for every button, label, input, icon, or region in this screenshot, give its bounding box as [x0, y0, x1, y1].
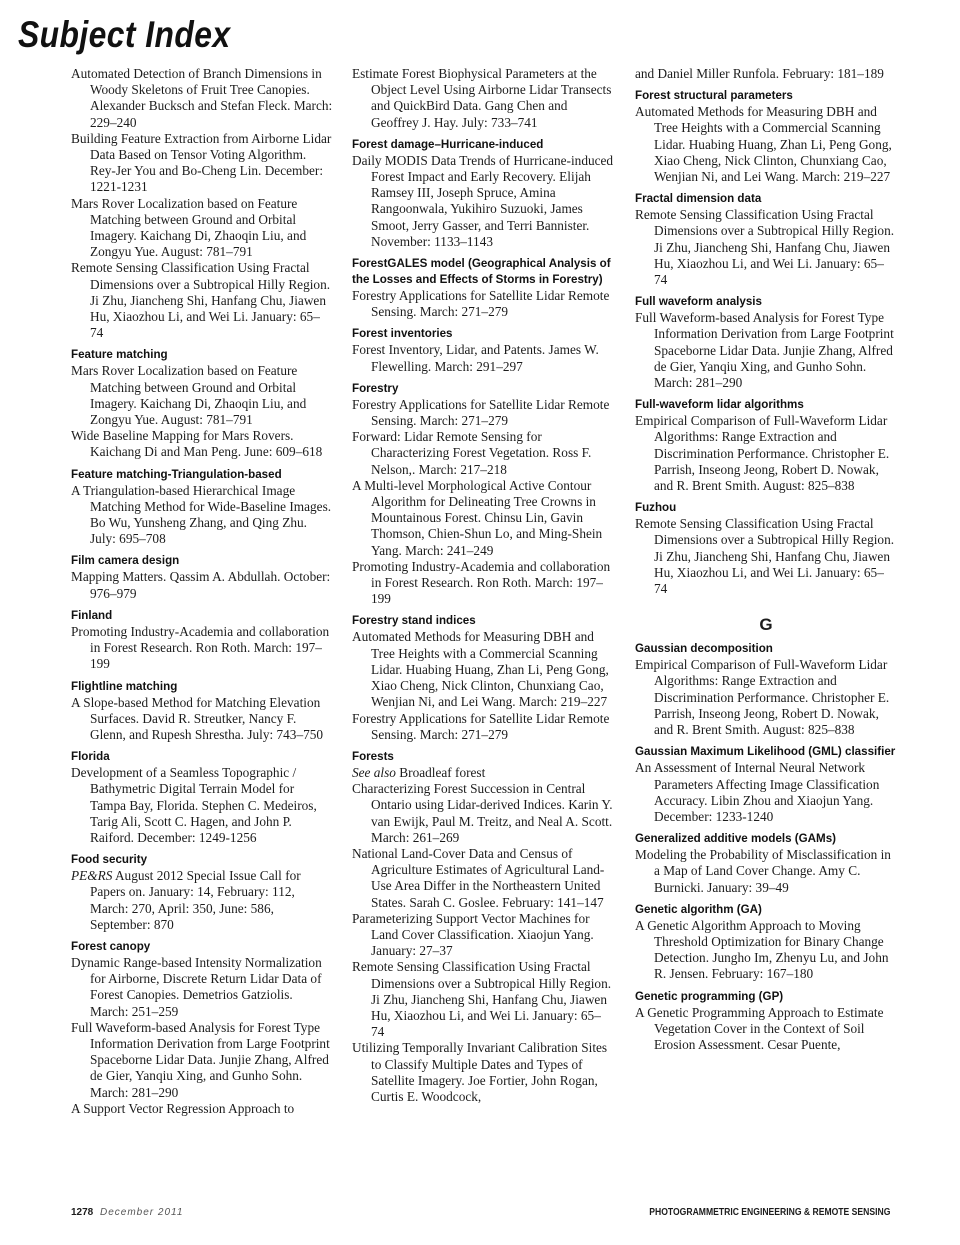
index-entry: Parameterizing Support Vector Machines for Land Cover Classification. Xiaojun Yang. January: 27–37: [352, 910, 594, 959]
index-column-2: [352, 66, 614, 1201]
index-entry: Promoting Industry-Academia and collaboration in Forest Research. Ron Roth. March: 197–199: [71, 623, 330, 672]
index-entry: Mapping Matters. Qassim A. Abdullah. October: 976–979: [71, 569, 331, 601]
index-heading: Generalized additive models (GAMs): [635, 832, 837, 846]
footer-journal-name: PHOTOGRAMMETRIC ENGINEERING & REMOTE SENSING: [648, 1207, 890, 1218]
index-entry: Characterizing Forest Succession in Central Ontario using Lidar-derived Indices. Karin Y. van Ewijk, Paul M. Treitz, and Neal A. Scott. March: 261–269: [352, 781, 613, 845]
index-heading: Forest inventories: [352, 327, 453, 341]
index-column-3: [635, 66, 897, 1201]
index-entry: Forestry Applications for Satellite Lidar Remote Sensing. March: 271–279: [352, 710, 610, 742]
index-entry: Full Waveform-based Analysis for Forest Type Information Derivation from Large Footprint Spaceborne Lidar Data. Junjie Zhang, Alfred de Gier, Yanqiu Xing, and Gunho Sohn. March: 281–290: [71, 1019, 330, 1100]
footer-page-number: 1278: [71, 1207, 94, 1218]
index-heading: Finland: [71, 608, 113, 622]
index-entry: Forest Inventory, Lidar, and Patents. James W. Flewelling. March: 291–297: [352, 342, 599, 374]
index-entry: Building Feature Extraction from Airborne Lidar Data Based on Tensor Voting Algorithm. Rey-Jer You and Bo-Cheng Lin. December: 1221-1231: [71, 130, 332, 195]
index-heading: Fuzhou: [635, 501, 677, 515]
index-entry: Automated Methods for Measuring DBH and Tree Heights with a Commercial Scanning Lidar. Huabing Huang, Zhan Li, Peng Gong, Xiao Cheng, Nick Clinton, Chunxiang Cao, Wenjian Ni, and Lei Wang. March: 219–227: [635, 104, 892, 185]
index-entry-text: August 2012 Special Issue Call for Papers on. January: 14, February: 112, March: 270, April: 350, June: 586, September: 870: [90, 868, 301, 932]
index-heading: Forest canopy: [71, 939, 151, 953]
index-heading: Forestry: [352, 381, 399, 395]
index-heading: Food security: [71, 853, 148, 867]
index-heading: Forest damage–Hurricane-induced: [352, 137, 544, 151]
index-heading: Gaussian decomposition: [635, 642, 773, 656]
index-entry: A Support Vector Regression Approach to: [71, 1100, 295, 1116]
index-heading: Forests: [352, 749, 394, 763]
index-entry: A Slope-based Method for Matching Elevation Surfaces. David R. Streutker, Nancy F. Glenn, and Rupesh Shrestha. July: 743–750: [71, 694, 324, 742]
index-heading: ForestGALES model (Geographical Analysis of the Losses and Effects of Storms in Forestry): [352, 257, 611, 287]
index-entry: Forestry Applications for Satellite Lidar Remote Sensing. March: 271–279: [352, 288, 610, 320]
index-entry: [352, 765, 614, 781]
index-entry: A Multi-level Morphological Active Contour Algorithm for Delineating Tree Crowns in Mountainous Forest. Chinsu Lin, Gavin Thomson, Chien-Shun Lo, and Ming-Shein Yang. March: 241–249: [352, 477, 603, 558]
index-heading: Film camera design: [71, 554, 180, 568]
index-entry: Empirical Comparison of Full-Waveform Lidar Algorithms: Range Extraction and Discrimination Performance. Christopher E. Parrish, Inseong Jeong, Robert D. Nowak, and R. Brent Smith. August: 825–838: [635, 413, 890, 494]
index-entry: Wide Baseline Mapping for Mars Rovers. Kaichang Di and Man Peng. June: 609–618: [71, 428, 323, 460]
index-heading: Gaussian Maximum Likelihood (GML) classifier: [635, 745, 896, 759]
index-heading: Forestry stand indices: [352, 614, 476, 628]
index-entry: Daily MODIS Data Trends of Hurricane-induced Forest Impact and Early Recovery. Elijah Ramsey III, Joseph Spruce, Amina Rangoonwala, Yukihiro Suzuoki, James Smoot, Jerry Gasser, and Terri Bannister. November: 1133–1143: [352, 152, 614, 249]
index-entry: Modeling the Probability of Misclassification in a Map of Land Cover Change. Amy C. Burnicki. January: 39–49: [635, 847, 891, 895]
index-entry: Development of a Seamless Topographic / Bathymetric Digital Terrain Model for Tampa Bay, Florida. Stephen C. Medeiros, Tarig Ali, Scott C. Hagen, and John P. Raiford. December: 1249-1256: [71, 765, 317, 845]
index-entry: Mars Rover Localization based on Feature Matching between Ground and Orbital Imagery. Kaichang Di, Zhaoqin Liu, and Zongyu Yue. August: 781–791: [71, 363, 307, 428]
index-entry: Promoting Industry-Academia and collaboration in Forest Research. Ron Roth. March: 197–199: [352, 558, 611, 607]
index-entry: Mars Rover Localization based on Feature Matching between Ground and Orbital Imagery. Kaichang Di, Zhaoqin Liu, and Zongyu Yue. August: 781–791: [71, 195, 307, 260]
index-entry: A Genetic Algorithm Approach to Moving Threshold Optimization for Binary Change Detection. Jungho Im, Zhenyu Lu, and John R. Jensen. February: 167–180: [635, 917, 889, 982]
index-entry: Automated Detection of Branch Dimensions in Woody Skeletons of Fruit Tree Canopies. Alexander Bucksch and Stefan Fleck. March: 229–240: [71, 66, 333, 130]
index-entry: Remote Sensing Classification Using Fractal Dimensions over a Subtropical Hilly Region. Ji Zhu, Jiancheng Shi, Hanfang Chu, Jiawen Hu, Xiaozhou Li, and Wei Li. January: 65–74: [71, 260, 331, 341]
index-entry: Remote Sensing Classification Using Fractal Dimensions over a Subtropical Hilly Region. Ji Zhu, Jiancheng Shi, Hanfang Chu, Jiawen Hu, Xiaozhou Li, and Wei Li. January: 65–74: [352, 959, 612, 1040]
index-entry: Forward: Lidar Remote Sensing for Characterizing Forest Vegetation. Ross F. Nelson,. March: 217–218: [352, 429, 592, 477]
index-entry: Estimate Forest Biophysical Parameters at the Object Level Using Airborne Lidar Transects and QuickBird Data. Gang Chen and Geoffrey J. Hay. July: 733–741: [352, 66, 612, 130]
index-heading: Genetic algorithm (GA): [635, 902, 762, 916]
index-entry: Forestry Applications for Satellite Lidar Remote Sensing. March: 271–279: [352, 396, 610, 429]
index-entry: An Assessment of Internal Neural Network Parameters Affecting Image Classification Accuracy. Libin Zhou and Xiaojun Yang. December: 1233-1240: [635, 760, 880, 824]
index-heading: Full waveform analysis: [635, 295, 762, 309]
index-entry: Utilizing Temporally Invariant Calibration Sites to Classify Multiple Dates and Types of Satellite Imagery. Joe Fortier, John Rogan, Curtis E. Woodcock,: [352, 1040, 608, 1104]
index-entry: and Daniel Miller Runfola. February: 181–189: [635, 66, 884, 81]
index-entry-italic: See also: [352, 764, 396, 780]
index-heading: Feature matching: [71, 348, 168, 362]
index-entry: A Genetic Programming Approach to Estimate Vegetation Cover in the Context of Soil Erosion Assessment. Cesar Puente,: [635, 1004, 884, 1052]
index-heading: Feature matching-Triangulation-based: [71, 467, 282, 481]
index-entry: Full Waveform-based Analysis for Forest Type Information Derivation from Large Footprint Spaceborne Lidar Data. Junjie Zhang, Alfred de Gier, Yanqiu Xing, and Gunho Sohn. March: 281–290: [635, 310, 894, 391]
index-entry: A Triangulation-based Hierarchical Image Matching Method for Wide-Baseline Images. Bo Wu, Yunsheng Zhang, and Qing Zhu. July: 695–708: [71, 482, 332, 547]
index-letter-divider: G: [759, 615, 773, 635]
index-column-1: [71, 66, 333, 1201]
index-entry: Empirical Comparison of Full-Waveform Lidar Algorithms: Range Extraction and Discrimination Performance. Christopher E. Parrish, Inseong Jeong, Robert D. Nowak, and R. Brent Smith. August: 825–838: [635, 657, 890, 738]
index-entry: National Land-Cover Data and Census of Agriculture Estimates of Agricultural Land-Use Area Differ in the Northeastern United States. Sarah C. Goslee. February: 141–147: [352, 845, 605, 910]
index-entry: Dynamic Range-based Intensity Normalization for Airborne, Discrete Return Lidar Data of Forest Canopies. Demetrios Gatziolis. March: 251–259: [71, 954, 322, 1019]
index-entry-text: Broadleaf forest: [395, 764, 486, 780]
index-entry-italic: PE&RS: [71, 868, 113, 884]
index-entry: Remote Sensing Classification Using Fractal Dimensions over a Subtropical Hilly Region. Ji Zhu, Jiancheng Shi, Hanfang Chu, Jiawen Hu, Xiaozhou Li, and Wei Li. January: 65–74: [635, 516, 895, 597]
index-heading: Genetic programming (GP): [635, 989, 784, 1003]
index-heading: Forest structural parameters: [635, 89, 793, 103]
index-heading: Full-waveform lidar algorithms: [635, 398, 804, 412]
index-entry: [71, 868, 333, 933]
index-heading: Fractal dimension data: [635, 192, 762, 206]
index-heading: Florida: [71, 750, 110, 764]
index-entry: Remote Sensing Classification Using Fractal Dimensions over a Subtropical Hilly Region. Ji Zhu, Jiancheng Shi, Hanfang Chu, Jiawen Hu, Xiaozhou Li, and Wei Li. January: 65–74: [635, 207, 895, 288]
index-heading: Flightline matching: [71, 679, 178, 693]
index-entry: Automated Methods for Measuring DBH and Tree Heights with a Commercial Scanning Lidar. Huabing Huang, Zhan Li, Peng Gong, Xiao Cheng, Nick Clinton, Chunxiang Cao, Wenjian Ni, and Lei Wang. March: 219–227: [352, 629, 609, 710]
footer-date: December 2011: [100, 1207, 184, 1218]
page-title: Subject Index: [18, 14, 231, 55]
